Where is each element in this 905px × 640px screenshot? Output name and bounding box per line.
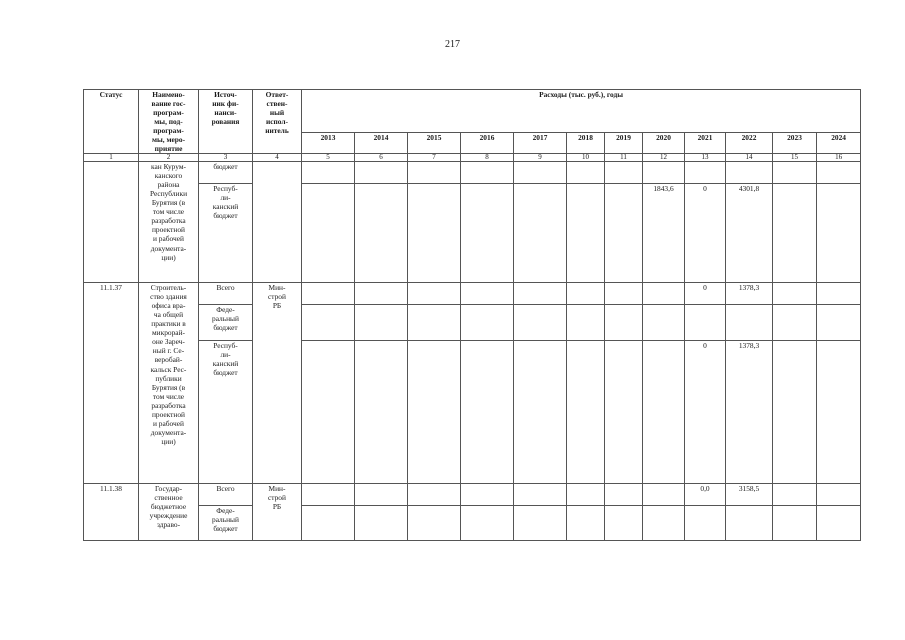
header-year: 2024 xyxy=(817,132,861,153)
value-cell xyxy=(461,162,514,184)
table-row xyxy=(84,283,861,305)
value-cell xyxy=(355,184,408,283)
row-status xyxy=(84,162,139,283)
row-source: Феде- ральный бюджет xyxy=(199,506,253,541)
value-cell xyxy=(408,184,461,283)
column-number: 4 xyxy=(253,154,302,162)
budget-table xyxy=(83,89,861,541)
value-cell xyxy=(605,484,643,506)
value-cell xyxy=(302,484,355,506)
value-cell xyxy=(302,506,355,541)
value-cell xyxy=(817,506,861,541)
value-cell xyxy=(355,305,408,341)
value-cell xyxy=(605,283,643,305)
header-year: 2013 xyxy=(302,132,355,153)
column-number: 2 xyxy=(139,154,199,162)
header-year: 2014 xyxy=(355,132,408,153)
value-cell xyxy=(567,341,605,484)
value-cell xyxy=(355,484,408,506)
column-number: 16 xyxy=(817,154,861,162)
value-cell xyxy=(461,184,514,283)
value-cell xyxy=(355,341,408,484)
column-number: 3 xyxy=(199,154,253,162)
column-number: 1 xyxy=(84,154,139,162)
value-cell: 0 xyxy=(685,283,726,305)
row-status: 11.1.38 xyxy=(84,484,139,541)
header-year: 2016 xyxy=(461,132,514,153)
value-cell xyxy=(355,162,408,184)
value-cell xyxy=(605,162,643,184)
column-number: 6 xyxy=(355,154,408,162)
header-year: 2017 xyxy=(514,132,567,153)
column-number: 14 xyxy=(726,154,773,162)
value-cell: 0 xyxy=(685,341,726,484)
row-name: кан Курум- канского района Республики Бурятия (в том числе разработка проектной и рабочей документа- ции) xyxy=(139,162,199,283)
value-cell xyxy=(605,305,643,341)
column-number: 12 xyxy=(643,154,685,162)
value-cell: 0 xyxy=(685,184,726,283)
value-cell xyxy=(567,162,605,184)
value-cell xyxy=(773,506,817,541)
column-number: 9 xyxy=(514,154,567,162)
value-cell xyxy=(773,341,817,484)
value-cell xyxy=(685,305,726,341)
value-cell xyxy=(461,283,514,305)
value-cell xyxy=(355,283,408,305)
value-cell: 4301,8 xyxy=(726,184,773,283)
header-expenses: Расходы (тыс. руб.), годы xyxy=(302,90,861,133)
table-row xyxy=(84,305,861,341)
value-cell xyxy=(514,162,567,184)
value-cell: 3158,5 xyxy=(726,484,773,506)
column-number: 13 xyxy=(685,154,726,162)
value-cell: 1843,6 xyxy=(643,184,685,283)
column-number: 5 xyxy=(302,154,355,162)
value-cell xyxy=(514,184,567,283)
value-cell xyxy=(461,484,514,506)
value-cell xyxy=(685,162,726,184)
header-name: Наимено- вание гос- програм- мы, под- програм- мы, меро- приятие xyxy=(139,90,199,154)
column-number: 15 xyxy=(773,154,817,162)
value-cell xyxy=(302,184,355,283)
value-cell xyxy=(726,305,773,341)
value-cell xyxy=(773,305,817,341)
value-cell xyxy=(643,484,685,506)
value-cell xyxy=(726,162,773,184)
value-cell xyxy=(567,484,605,506)
row-responsible: Мин- строй РБ xyxy=(253,484,302,541)
value-cell xyxy=(817,305,861,341)
row-responsible xyxy=(253,162,302,283)
value-cell xyxy=(408,484,461,506)
value-cell xyxy=(461,506,514,541)
table-row xyxy=(84,484,861,506)
value-cell xyxy=(773,484,817,506)
value-cell xyxy=(302,305,355,341)
value-cell xyxy=(408,162,461,184)
value-cell xyxy=(514,305,567,341)
value-cell: 1378,3 xyxy=(726,283,773,305)
value-cell xyxy=(355,506,408,541)
value-cell xyxy=(685,506,726,541)
header-year: 2022 xyxy=(726,132,773,153)
column-number: 8 xyxy=(461,154,514,162)
row-source: Всего xyxy=(199,484,253,506)
header-year: 2018 xyxy=(567,132,605,153)
row-source: Респуб- ли- канский бюджет xyxy=(199,184,253,283)
table-row xyxy=(84,184,861,283)
value-cell xyxy=(605,506,643,541)
row-responsible: Мин- строй РБ xyxy=(253,283,302,484)
value-cell xyxy=(461,305,514,341)
value-cell xyxy=(302,341,355,484)
value-cell xyxy=(408,506,461,541)
value-cell xyxy=(817,484,861,506)
value-cell xyxy=(514,484,567,506)
row-source: Респуб- ли- канский бюджет xyxy=(199,341,253,484)
header-source: Источ- ник фи- нанси- рования xyxy=(199,90,253,154)
value-cell xyxy=(643,162,685,184)
row-source: бюджет xyxy=(199,162,253,184)
value-cell xyxy=(461,341,514,484)
column-number: 7 xyxy=(408,154,461,162)
value-cell xyxy=(514,506,567,541)
value-cell xyxy=(817,341,861,484)
value-cell xyxy=(643,506,685,541)
value-cell xyxy=(567,283,605,305)
value-cell xyxy=(514,283,567,305)
value-cell xyxy=(605,341,643,484)
value-cell xyxy=(773,184,817,283)
value-cell xyxy=(567,305,605,341)
header-year: 2019 xyxy=(605,132,643,153)
row-source: Всего xyxy=(199,283,253,305)
value-cell xyxy=(817,162,861,184)
row-source: Феде- ральный бюджет xyxy=(199,305,253,341)
header-year: 2020 xyxy=(643,132,685,153)
value-cell xyxy=(302,283,355,305)
column-number: 11 xyxy=(605,154,643,162)
header-status: Статус xyxy=(84,90,139,154)
value-cell xyxy=(817,283,861,305)
header-year: 2021 xyxy=(685,132,726,153)
page-number: 217 xyxy=(445,39,460,50)
table-row xyxy=(84,162,861,184)
value-cell xyxy=(514,341,567,484)
value-cell: 0,0 xyxy=(685,484,726,506)
value-cell xyxy=(773,162,817,184)
value-cell xyxy=(567,506,605,541)
value-cell xyxy=(408,305,461,341)
table-row xyxy=(84,506,861,541)
header-year: 2015 xyxy=(408,132,461,153)
table-row xyxy=(84,341,861,484)
value-cell xyxy=(302,162,355,184)
header-year: 2023 xyxy=(773,132,817,153)
header-responsible: Ответ- ствен- ный испол- нитель xyxy=(253,90,302,154)
value-cell xyxy=(726,506,773,541)
value-cell xyxy=(643,283,685,305)
value-cell xyxy=(605,184,643,283)
value-cell xyxy=(817,184,861,283)
value-cell xyxy=(643,341,685,484)
row-name: Государ- ственное бюджетное учреждение здраво- xyxy=(139,484,199,541)
column-number: 10 xyxy=(567,154,605,162)
value-cell xyxy=(408,341,461,484)
value-cell xyxy=(567,184,605,283)
value-cell xyxy=(643,305,685,341)
value-cell xyxy=(408,283,461,305)
value-cell xyxy=(773,283,817,305)
row-status: 11.1.37 xyxy=(84,283,139,484)
value-cell: 1378,3 xyxy=(726,341,773,484)
row-name: Строитель- ство здания офиса вра- ча общей практики в микрорай- оне Зареч- ный г. Се- веробай- кальск Рес- публики Бурятия (в том числе разработка проектной и рабочей документа- ции) xyxy=(139,283,199,484)
